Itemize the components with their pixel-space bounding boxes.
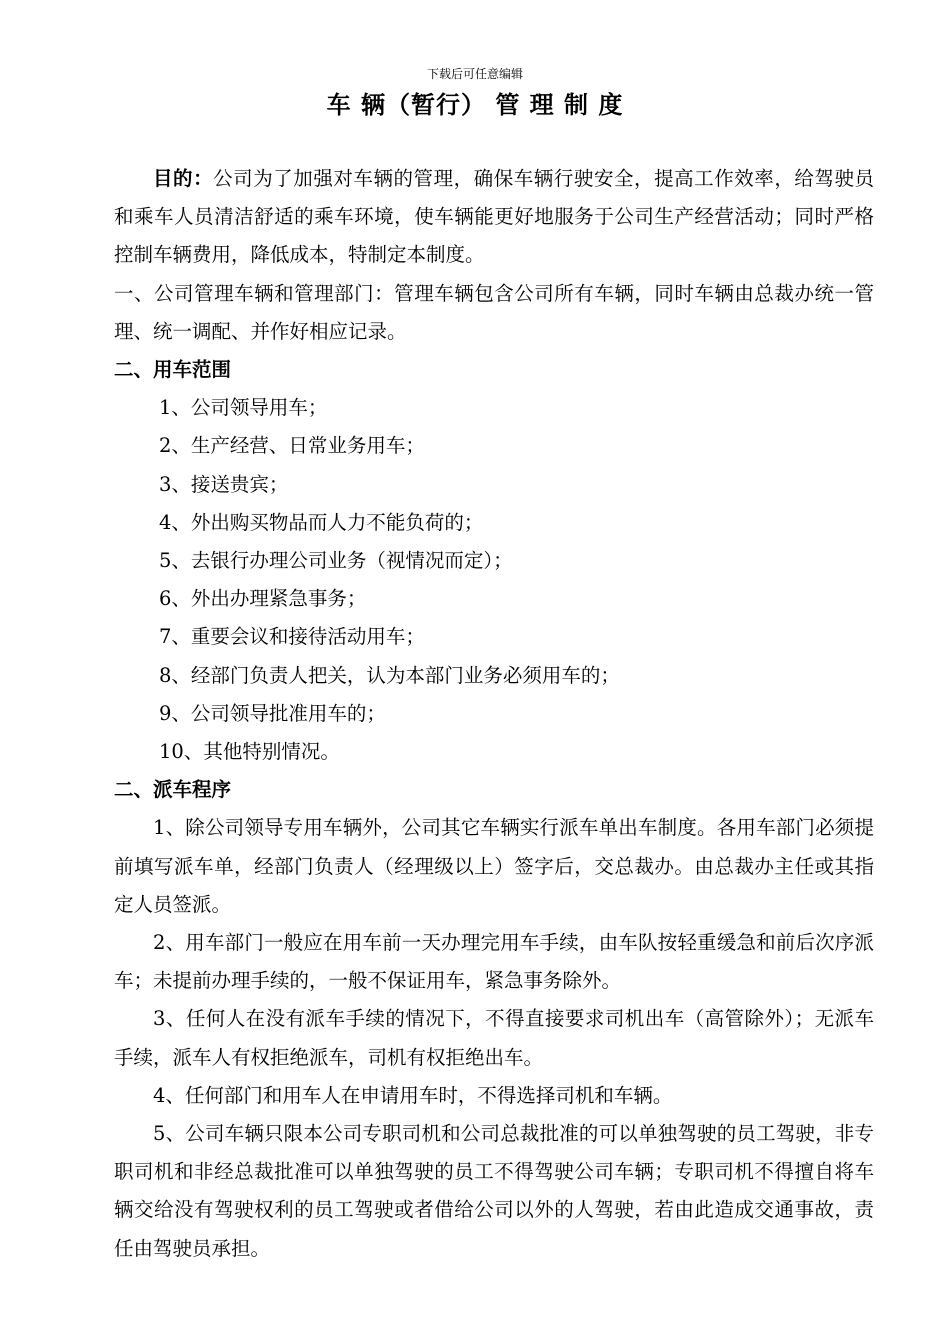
list-item: 6、外出办理紧急事务； [159,587,367,611]
procedure-paragraph: 3、任何人在没有派车手续的情况下，不得直接要求司机出车（高管除外）；无派车手续，派车人有权拒绝派车，司机有权拒绝出车。 [114,1007,874,1069]
header-note: 下载后可任意编辑 [426,67,523,81]
procedure-paragraph: 1、除公司领导专用车辆外，公司其它车辆实行派车单出车制度。各用车部门必须提前填写派车单，经部门负责人（经理级以上）签字后，交总裁办。由总裁办主任或其指定人员签派。 [114,816,874,916]
list-item: 3、接送贵宾； [159,472,289,496]
section-2-heading: 二、用车范围 [114,358,232,382]
section-1-paragraph: 一、公司管理车辆和管理部门：管理车辆包含公司所有车辆，同时车辆由总裁办统一管理、统一调配、并作好相应记录。 [114,281,874,343]
list-item: 1、公司领导用车； [159,396,328,420]
list-item: 8、经部门负责人把关，认为本部门业务必须用车的； [159,663,620,687]
procedure-paragraph: 4、任何部门和用车人在申请用车时，不得选择司机和车辆。 [153,1083,673,1107]
list-item: 5、去银行办理公司业务（视情况而定）； [159,549,513,573]
section-3-heading: 二、派车程序 [114,778,232,802]
list-item: 9、公司领导批准用车的； [159,701,386,725]
procedure-paragraph: 2、用车部门一般应在用车前一天办理完用车手续，由车队按轻重缓急和前后次序派车；未提前办理手续的，一般不保证用车，紧急事务除外。 [114,931,874,993]
document-title: 车 辆（暂行） 管 理 制 度 [326,90,624,119]
procedure-paragraph: 5、公司车辆只限本公司专职司机和公司总裁批准的可以单独驾驶的员工驾驶，非专职司机和非经总裁批准可以单独驾驶的员工不得驾驶公司车辆；专职司机不得擅自将车辆交给没有驾驶权利的员工驾驶或者借给公司以外的人驾驶，若由此造成交通事故，责任由驾驶员承担。 [114,1122,874,1260]
list-item: 2、生产经营、日常业务用车； [159,434,425,458]
list-item: 10、其他特别情况。 [159,740,340,764]
list-item: 7、重要会议和接待活动用车； [159,625,425,649]
document-body [114,160,874,1268]
purpose-label: 目的： [153,167,214,190]
list-item: 4、外出购买物品而人力不能负荷的； [159,510,484,534]
purpose-text: 公司为了加强对车辆的管理，确保车辆行驶安全，提高工作效率，给驾驶员和乘车人员清洁舒适的乘车环境，使车辆能更好地服务于公司生产经营活动；同时严格控制车辆费用，降低成本，特制定本制度。 [114,167,874,267]
purpose-paragraph [114,160,874,275]
